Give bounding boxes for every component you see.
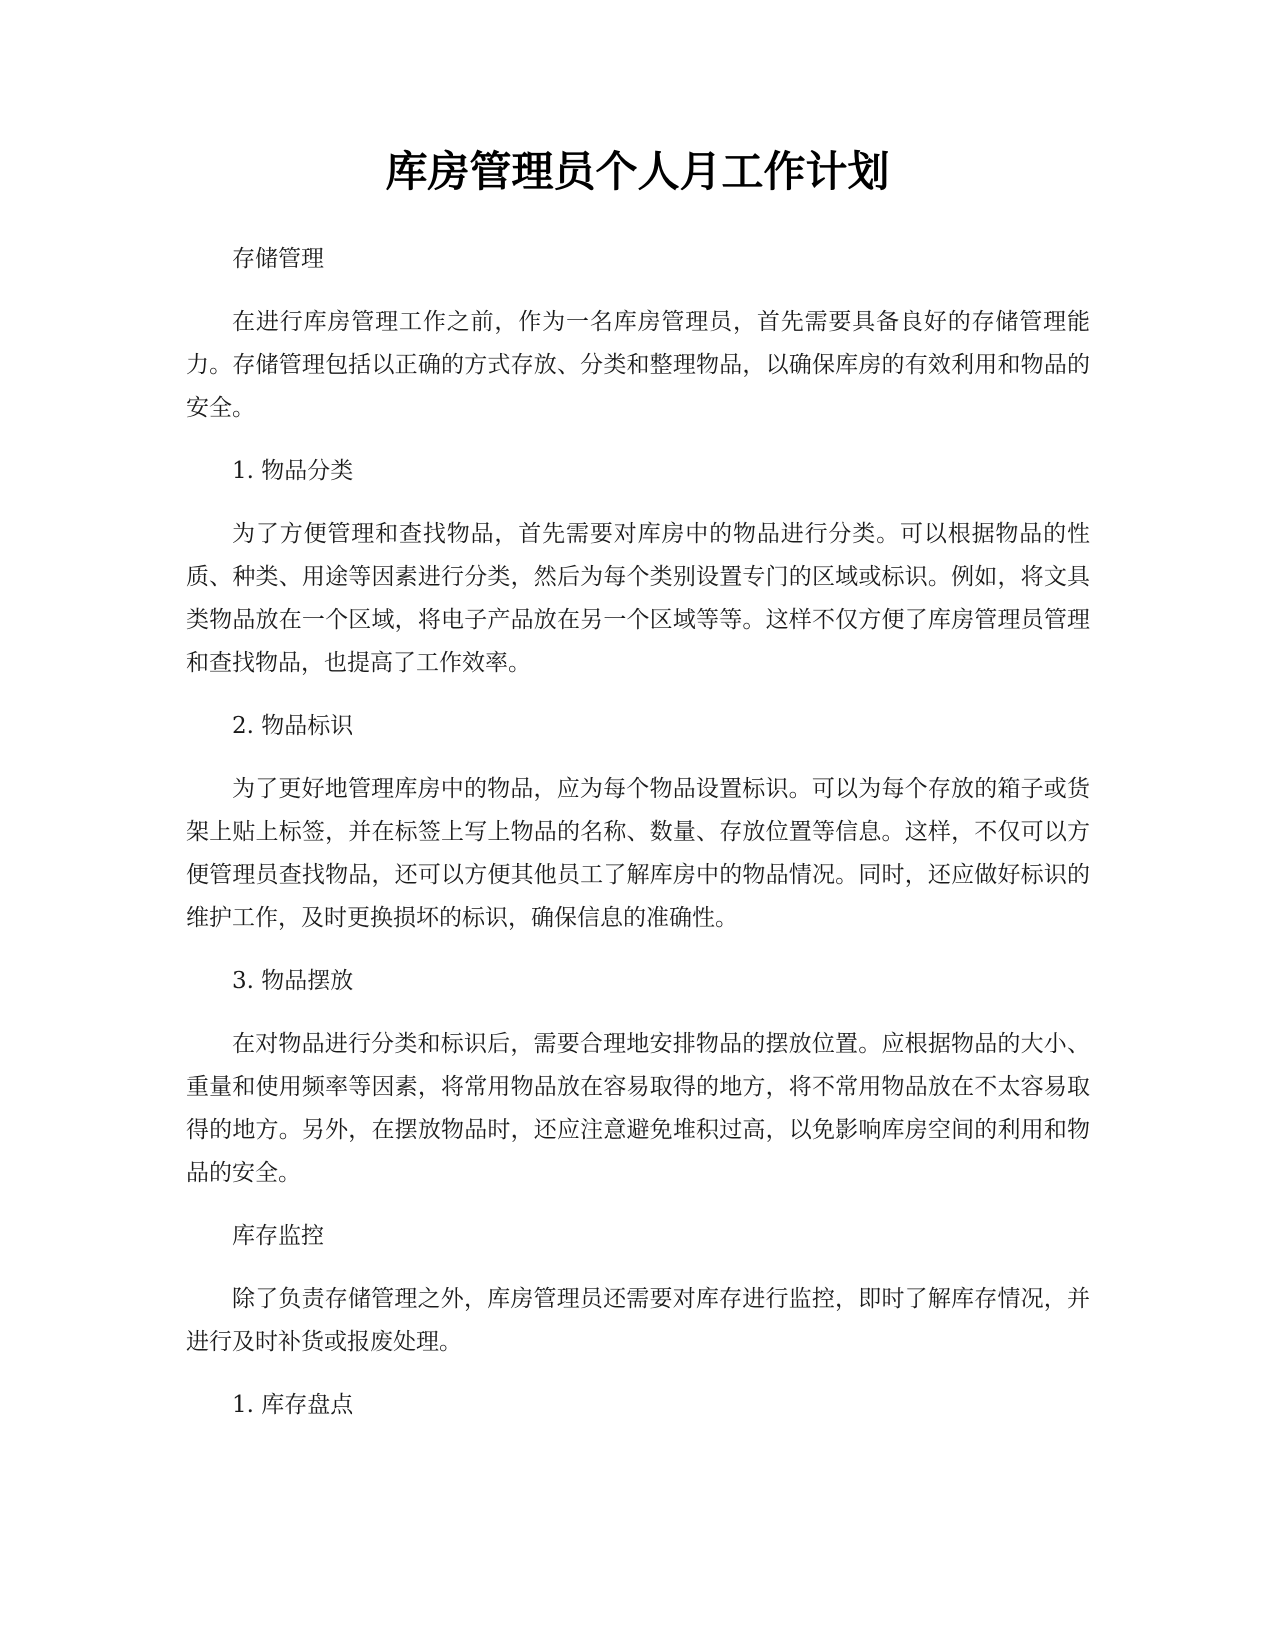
section-heading-inventory-monitoring: 库存监控 (232, 1223, 324, 1249)
document-body (186, 238, 1090, 1447)
paragraph-storage-intro: 在进行库房管理工作之前，作为一名库房管理员，首先需要具备良好的存储管理能力。存储管理包括以正确的方式存放、分类和整理物品，以确保库房的有效利用和物品的安全。 (186, 309, 1090, 421)
subheading-inventory-count: 1. 库存盘点 (232, 1392, 354, 1418)
section-heading-storage: 存储管理 (232, 246, 324, 272)
paragraph-inventory-monitoring: 除了负责存储管理之外，库房管理员还需要对库存进行监控，即时了解库存情况，并进行及时补货或报废处理。 (186, 1286, 1090, 1355)
paragraph-item-classification: 为了方便管理和查找物品，首先需要对库房中的物品进行分类。可以根据物品的性质、种类、用途等因素进行分类，然后为每个类别设置专门的区域或标识。例如，将文具类物品放在一个区域，将电子产品放在另一个区域等等。这样不仅方便了库房管理员管理和查找物品，也提高了工作效率。 (186, 521, 1090, 676)
subheading-item-labeling: 2. 物品标识 (232, 713, 354, 739)
document-title: 库房管理员个人月工作计划 (385, 147, 890, 196)
subheading-item-classification: 1. 物品分类 (232, 458, 354, 484)
paragraph-item-placement: 在对物品进行分类和标识后，需要合理地安排物品的摆放位置。应根据物品的大小、重量和使用频率等因素，将常用物品放在容易取得的地方，将不常用物品放在不太容易取得的地方。另外，在摆放物品时，还应注意避免堆积过高，以免影响库房空间的利用和物品的安全。 (186, 1031, 1090, 1186)
paragraph-item-labeling: 为了更好地管理库房中的物品，应为每个物品设置标识。可以为每个存放的箱子或货架上贴上标签，并在标签上写上物品的名称、数量、存放位置等信息。这样，不仅可以方便管理员查找物品，还可以方便其他员工了解库房中的物品情况。同时，还应做好标识的维护工作，及时更换损坏的标识，确保信息的准确性。 (186, 776, 1090, 931)
subheading-item-placement: 3. 物品摆放 (232, 968, 354, 994)
